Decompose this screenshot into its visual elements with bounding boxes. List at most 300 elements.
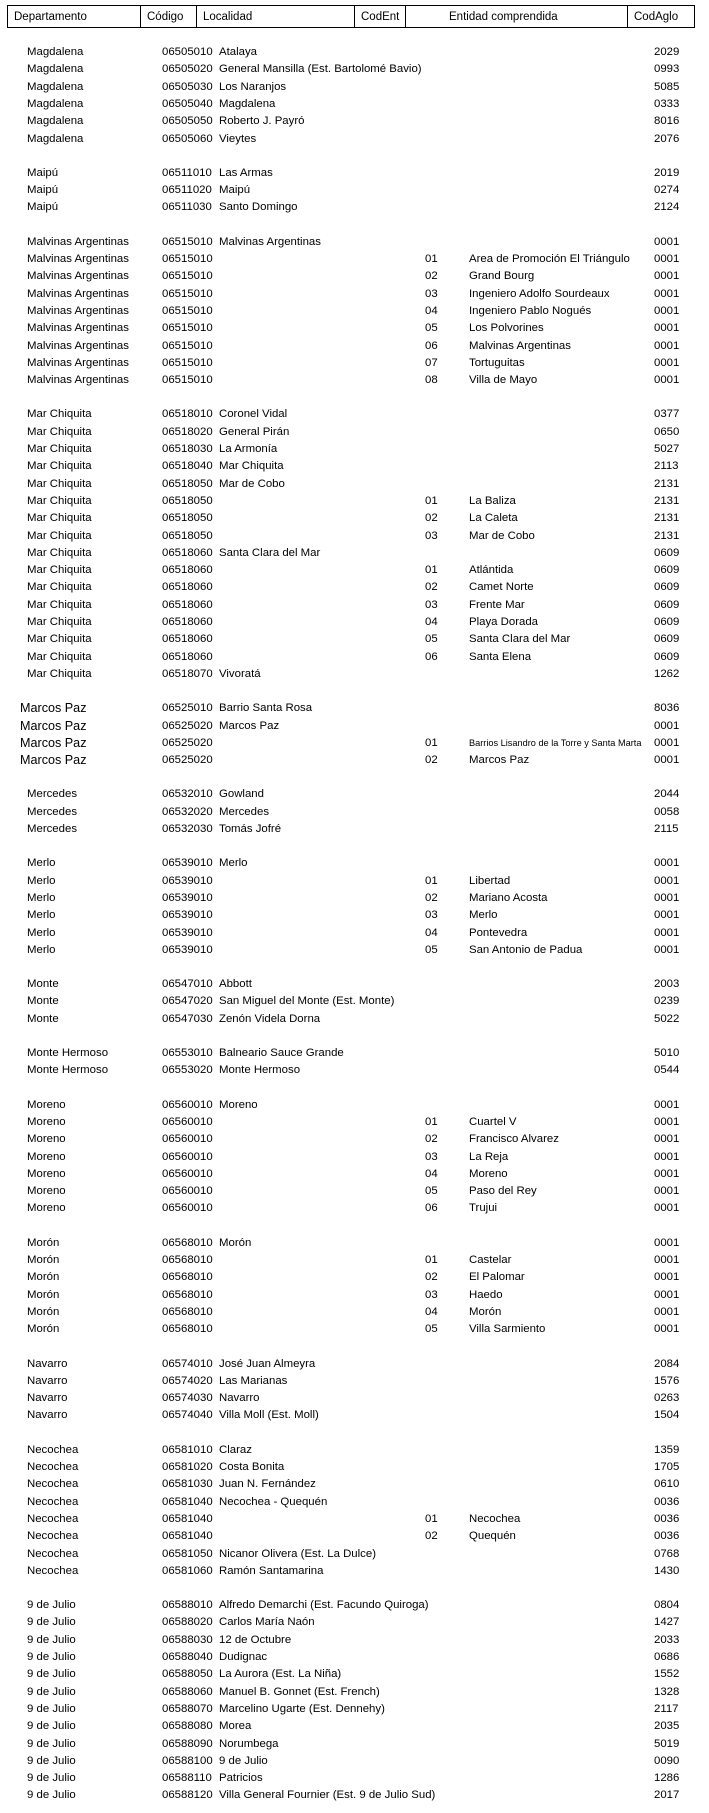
codaglo-cell: 1359: [654, 1443, 680, 1456]
departamento-cell: 9 de Julio: [27, 1737, 76, 1750]
codent-cell: 01: [425, 874, 438, 887]
codaglo-cell: 0001: [654, 1254, 680, 1266]
table-row: [0, 1459, 709, 1476]
table-row: [0, 79, 709, 96]
codigo-cell: 06515010: [162, 356, 213, 369]
codigo-cell: 06588080: [162, 1720, 213, 1733]
table-row: [0, 1563, 709, 1580]
codent-cell: 03: [425, 909, 438, 922]
entidad-cell: Grand Bourg: [469, 270, 535, 283]
localidad-cell: Vivoratá: [219, 667, 261, 680]
codaglo-cell: 1430: [654, 1564, 680, 1577]
departamento-cell: Maipú: [27, 166, 59, 179]
codaglo-cell: 0001: [654, 909, 680, 922]
departamento-cell: Mar Chiquita: [27, 546, 92, 559]
entidad-cell: Playa Dorada: [469, 616, 539, 628]
departamento-cell: Malvinas Argentinas: [27, 235, 129, 248]
departamento-cell: Malvinas Argentinas: [27, 270, 129, 283]
codigo-cell: 06553020: [162, 1064, 213, 1077]
entidad-cell: Frente Mar: [469, 598, 525, 611]
localidad-cell: Santa Clara del Mar: [219, 546, 321, 559]
codaglo-cell: 2029: [654, 46, 680, 58]
codaglo-cell: 2117: [654, 1702, 679, 1715]
codaglo-cell: 0001: [654, 736, 680, 749]
departamento-cell: Malvinas Argentinas: [27, 322, 129, 335]
localidad-cell: Juan N. Fernández: [219, 1478, 316, 1491]
departamento-cell: 9 de Julio: [27, 1599, 76, 1612]
table-row: [0, 355, 709, 372]
codigo-cell: 06505010: [162, 46, 213, 58]
entidad-cell: Barrios Lisandro de la Torre y Santa Marta: [469, 737, 642, 748]
localidad-cell: Atalaya: [219, 46, 257, 58]
entidad-cell: El Palomar: [469, 1271, 525, 1284]
codigo-cell: 06547020: [162, 995, 213, 1008]
localidad-cell: Marcelino Ugarte (Est. Dennehy): [219, 1702, 385, 1715]
codent-cell: 05: [425, 322, 438, 335]
table-row: [0, 614, 709, 631]
table-row: [0, 1614, 709, 1631]
codaglo-cell: 0001: [654, 1288, 680, 1301]
departamento-cell: Maipú: [27, 201, 59, 214]
table-row: [0, 735, 709, 752]
codaglo-cell: 0090: [654, 1754, 680, 1767]
table-row: [0, 890, 709, 907]
table-row: [0, 1287, 709, 1304]
entidad-cell: Ingeniero Adolfo Sourdeaux: [469, 287, 610, 300]
table-row: [0, 649, 709, 666]
codent-cell: 06: [425, 1202, 438, 1215]
codent-cell: 02: [425, 581, 438, 594]
table-row: [0, 1528, 709, 1545]
codaglo-cell: 0001: [654, 270, 680, 283]
codigo-cell: 06515010: [162, 339, 213, 352]
table-row: [0, 821, 709, 838]
departamento-cell: Mar Chiquita: [27, 650, 92, 663]
departamento-cell: Malvinas Argentinas: [27, 253, 129, 265]
codaglo-cell: 8036: [654, 702, 680, 715]
departamento-cell: Mar Chiquita: [27, 460, 92, 473]
codigo-cell: 06574020: [162, 1374, 213, 1387]
codaglo-cell: 2113: [654, 460, 679, 473]
table-row: [0, 1183, 709, 1200]
localidad-cell: Carlos María Naón: [219, 1616, 315, 1629]
codigo-cell: 06588090: [162, 1737, 213, 1750]
codaglo-cell: 2019: [654, 166, 680, 179]
entidad-cell: Camet Norte: [469, 581, 534, 594]
departamento-cell: Morón: [27, 1323, 60, 1336]
table-row: [0, 1269, 709, 1286]
codigo-cell: 06518060: [162, 598, 213, 611]
codaglo-cell: 5085: [654, 80, 680, 93]
table-row: [0, 718, 709, 735]
table-row: [0, 597, 709, 614]
departamento-cell: Magdalena: [27, 132, 84, 145]
codent-cell: 08: [425, 374, 438, 387]
localidad-cell: Marcos Paz: [219, 719, 280, 732]
localidad-cell: Maipú: [219, 184, 251, 197]
localidad-cell: Balneario Sauce Grande: [219, 1047, 344, 1059]
table-row: [0, 1494, 709, 1511]
codaglo-cell: 0036: [654, 1495, 680, 1508]
codaglo-cell: 0544: [654, 1064, 680, 1077]
codigo-cell: 06560010: [162, 1202, 213, 1215]
departamento-cell: Mercedes: [27, 823, 78, 835]
localidad-cell: Las Marianas: [219, 1374, 288, 1387]
table-row: [0, 1546, 709, 1563]
table-row: [0, 1476, 709, 1493]
table-row: [0, 96, 709, 113]
codent-cell: 04: [425, 616, 438, 628]
codaglo-cell: 0609: [654, 616, 680, 628]
localidad-cell: Las Armas: [219, 166, 273, 179]
codaglo-cell: 2017: [654, 1789, 680, 1802]
codaglo-cell: 0333: [654, 97, 680, 110]
localidad-cell: José Juan Almeyra: [219, 1357, 316, 1370]
departamento-cell: Morón: [27, 1271, 60, 1284]
localidad-cell: Alfredo Demarchi (Est. Facundo Quiroga): [219, 1599, 429, 1612]
codent-cell: 03: [425, 287, 438, 300]
localidad-cell: Morea: [219, 1720, 252, 1733]
codaglo-cell: 0001: [654, 1098, 680, 1111]
localidad-cell: Claraz: [219, 1443, 252, 1456]
header-codent: CodEnt: [354, 5, 406, 28]
codaglo-cell: 0001: [654, 253, 680, 265]
codigo-cell: 06505050: [162, 115, 213, 128]
codent-cell: 03: [425, 598, 438, 611]
table-row: [0, 855, 709, 872]
departamento-cell: Merlo: [27, 857, 56, 870]
departamento-cell: 9 de Julio: [27, 1685, 76, 1698]
departamento-cell: Malvinas Argentinas: [27, 287, 129, 300]
table-row: [0, 1045, 709, 1062]
table-row: [0, 976, 709, 993]
table-row: [0, 1442, 709, 1459]
departamento-cell: 9 de Julio: [27, 1668, 76, 1681]
codigo-cell: 06581040: [162, 1530, 213, 1543]
departamento-cell: Morón: [27, 1305, 60, 1318]
codent-cell: 02: [425, 1271, 438, 1284]
table-row: [0, 199, 709, 216]
table-row: [0, 873, 709, 890]
departamento-cell: Mercedes: [27, 788, 78, 801]
localidad-cell: Moreno: [219, 1098, 258, 1111]
codigo-cell: 06588120: [162, 1789, 213, 1802]
codigo-cell: 06518010: [162, 408, 213, 421]
departamento-cell: Monte Hermoso: [27, 1047, 109, 1059]
codigo-cell: 06518050: [162, 477, 213, 490]
codent-cell: 03: [425, 529, 438, 542]
codigo-cell: 06588020: [162, 1616, 213, 1629]
codaglo-cell: 0001: [654, 356, 680, 369]
departamento-cell: Monte: [27, 995, 59, 1008]
entidad-cell: Villa Sarmiento: [469, 1323, 546, 1336]
codigo-cell: 06539010: [162, 857, 213, 870]
table-row: [0, 528, 709, 545]
codaglo-cell: 0001: [654, 1185, 680, 1198]
codaglo-cell: 1286: [654, 1772, 680, 1785]
table-row: [0, 251, 709, 268]
codigo-cell: 06568010: [162, 1323, 213, 1336]
localidad-cell: Patricios: [219, 1772, 263, 1785]
departamento-cell: Magdalena: [27, 46, 84, 58]
departamento-cell: Necochea: [27, 1495, 79, 1508]
codaglo-cell: 0239: [654, 995, 680, 1008]
entidad-cell: Necochea: [469, 1512, 521, 1525]
entidad-cell: Moreno: [469, 1167, 508, 1180]
entidad-cell: Haedo: [469, 1288, 503, 1301]
codigo-cell: 06511030: [162, 201, 212, 214]
departamento-cell: Moreno: [27, 1185, 66, 1198]
codaglo-cell: 2084: [654, 1357, 680, 1370]
localidad-cell: Nicanor Olivera (Est. La Dulce): [219, 1547, 376, 1560]
codigo-cell: 06553010: [162, 1047, 213, 1059]
codent-cell: 02: [425, 891, 438, 904]
codigo-cell: 06518050: [162, 529, 213, 542]
codent-cell: 05: [425, 943, 438, 956]
codigo-cell: 06547030: [162, 1012, 213, 1025]
table-row: [0, 1235, 709, 1252]
header-departamento: Departamento: [7, 5, 141, 28]
codigo-cell: 06518060: [162, 633, 213, 646]
localidad-cell: Coronel Vidal: [219, 408, 288, 421]
codaglo-cell: 0609: [654, 564, 680, 577]
entidad-cell: La Caleta: [469, 512, 518, 525]
codigo-cell: 06581040: [162, 1495, 213, 1508]
codaglo-cell: 5027: [654, 443, 680, 455]
departamento-cell: Morón: [27, 1288, 60, 1301]
codent-cell: 03: [425, 1150, 438, 1163]
codigo-cell: 06574040: [162, 1409, 213, 1422]
localidad-cell: Abbott: [219, 978, 252, 991]
table-row: [0, 1373, 709, 1390]
codaglo-cell: 1328: [654, 1685, 680, 1698]
table-row: [0, 234, 709, 251]
codaglo-cell: 0001: [654, 891, 680, 904]
departamento-cell: Moreno: [27, 1115, 66, 1128]
table-row: [0, 993, 709, 1010]
departamento-cell: Necochea: [27, 1443, 79, 1456]
table-row: [0, 458, 709, 475]
table-row: [0, 925, 709, 942]
codigo-cell: 06518070: [162, 667, 213, 680]
localidad-cell: Zenón Videla Dorna: [219, 1012, 321, 1025]
table-row: [0, 476, 709, 493]
localidad-cell: Navarro: [219, 1392, 260, 1405]
departamento-cell: 9 de Julio: [27, 1772, 76, 1785]
table-row: [0, 44, 709, 61]
table-row: [0, 1200, 709, 1217]
table-row: [0, 631, 709, 648]
localidad-cell: La Armonía: [219, 443, 278, 455]
codaglo-cell: 1262: [654, 667, 680, 680]
entidad-cell: Area de Promoción El Triángulo: [469, 253, 630, 265]
codaglo-cell: 0610: [654, 1478, 680, 1491]
table-row: [0, 165, 709, 182]
codent-cell: 04: [425, 926, 438, 939]
localidad-cell: Magdalena: [219, 97, 276, 110]
entidad-cell: Atlántida: [469, 564, 514, 577]
localidad-cell: Mar de Cobo: [219, 477, 285, 490]
codigo-cell: 06588100: [162, 1754, 213, 1767]
departamento-cell: Merlo: [27, 926, 56, 939]
table-row: [0, 700, 709, 717]
codigo-cell: 06518040: [162, 460, 213, 473]
departamento-cell: Magdalena: [27, 80, 84, 93]
entidad-cell: Trujui: [469, 1202, 498, 1215]
table-row: [0, 320, 709, 337]
codaglo-cell: 0263: [654, 1392, 680, 1405]
codigo-cell: 06581010: [162, 1443, 213, 1456]
codigo-cell: 06568010: [162, 1236, 213, 1249]
codaglo-cell: 0274: [654, 184, 680, 197]
codigo-cell: 06505030: [162, 80, 213, 93]
table-row: [0, 666, 709, 683]
codaglo-cell: 0001: [654, 1167, 680, 1180]
codaglo-cell: 0001: [654, 857, 680, 870]
localidad-cell: Barrio Santa Rosa: [219, 702, 313, 715]
codigo-cell: 06588060: [162, 1685, 213, 1698]
codaglo-cell: 2131: [654, 512, 680, 525]
codigo-cell: 06518030: [162, 443, 213, 455]
codaglo-cell: 1552: [654, 1668, 680, 1681]
localidad-cell: La Aurora (Est. La Niña): [219, 1668, 342, 1681]
codigo-cell: 06588070: [162, 1702, 213, 1715]
localidad-cell: Mar Chiquita: [219, 460, 284, 473]
codigo-cell: 06515010: [162, 304, 213, 317]
departamento-cell: Necochea: [27, 1530, 79, 1543]
table-row: [0, 1131, 709, 1148]
codigo-cell: 06515010: [162, 253, 213, 265]
departamento-cell: Malvinas Argentinas: [27, 374, 129, 387]
codigo-cell: 06581020: [162, 1461, 213, 1473]
table-row: [0, 1356, 709, 1373]
departamento-cell: Necochea: [27, 1512, 79, 1525]
codent-cell: 02: [425, 1530, 438, 1543]
codigo-cell: 06568010: [162, 1288, 213, 1301]
entidad-cell: La Baliza: [469, 494, 516, 507]
codigo-cell: 06574030: [162, 1392, 213, 1405]
departamento-cell: Moreno: [27, 1098, 66, 1111]
codigo-cell: 06588110: [162, 1772, 212, 1785]
departamento-cell: Necochea: [27, 1478, 79, 1491]
localidad-cell: Villa General Fournier (Est. 9 de Julio Sud): [219, 1789, 436, 1802]
departamento-cell: Mar Chiquita: [27, 667, 92, 680]
departamento-cell: 9 de Julio: [27, 1616, 76, 1629]
departamento-cell: Mar Chiquita: [27, 512, 92, 525]
entidad-cell: Santa Elena: [469, 650, 532, 663]
table-row: [0, 1390, 709, 1407]
departamento-cell: Merlo: [27, 891, 56, 904]
departamento-cell: Necochea: [27, 1547, 79, 1560]
codigo-cell: 06560010: [162, 1167, 213, 1180]
codaglo-cell: 0650: [654, 425, 680, 438]
codaglo-cell: 0609: [654, 546, 680, 559]
entidad-cell: Cuartel V: [469, 1115, 517, 1128]
codent-cell: 05: [425, 633, 438, 646]
codent-cell: 02: [425, 754, 438, 767]
table-row: [0, 907, 709, 924]
codaglo-cell: 0001: [654, 926, 680, 939]
entidad-cell: Castelar: [469, 1254, 512, 1266]
codigo-cell: 06525020: [162, 736, 213, 749]
codaglo-cell: 2115: [654, 823, 679, 835]
codaglo-cell: 0058: [654, 805, 680, 818]
table-row: [0, 579, 709, 596]
table-row: [0, 562, 709, 579]
codigo-cell: 06568010: [162, 1271, 213, 1284]
localidad-cell: Los Naranjos: [219, 80, 287, 93]
codaglo-cell: 0993: [654, 63, 680, 76]
localidad-cell: General Pirán: [219, 425, 290, 438]
codaglo-cell: 0001: [654, 235, 680, 248]
codaglo-cell: 0609: [654, 650, 680, 663]
table-row: [0, 1114, 709, 1131]
header-entidad: Entidad comprendida: [405, 5, 628, 28]
codigo-cell: 06525010: [162, 702, 213, 715]
codaglo-cell: 0001: [654, 1133, 680, 1146]
departamento-cell: Navarro: [27, 1357, 68, 1370]
codaglo-cell: 0609: [654, 581, 680, 594]
table-row: [0, 510, 709, 527]
codigo-cell: 06518050: [162, 512, 213, 525]
codigo-cell: 06560010: [162, 1098, 213, 1111]
entidad-cell: Malvinas Argentinas: [469, 339, 571, 352]
departamento-cell: Marcos Paz: [20, 735, 87, 750]
departamento-cell: Necochea: [27, 1564, 79, 1577]
codaglo-cell: 0686: [654, 1651, 680, 1663]
table-row: [0, 942, 709, 959]
departamento-cell: Navarro: [27, 1374, 68, 1387]
entidad-cell: Mar de Cobo: [469, 529, 535, 542]
codent-cell: 05: [425, 1185, 438, 1198]
codaglo-cell: 2003: [654, 978, 680, 991]
table-row: [0, 1684, 709, 1701]
localidad-cell: Vieytes: [219, 132, 257, 145]
departamento-cell: Marcos Paz: [20, 701, 87, 716]
table-row: [0, 1753, 709, 1770]
departamento-cell: Navarro: [27, 1392, 68, 1405]
codaglo-cell: 1504: [654, 1409, 680, 1422]
codaglo-cell: 0001: [654, 1115, 680, 1128]
codaglo-cell: 0001: [654, 719, 680, 732]
table-row: [0, 441, 709, 458]
table-row: [0, 113, 709, 130]
codigo-cell: 06588040: [162, 1651, 213, 1663]
codaglo-cell: 2131: [654, 477, 680, 490]
departamento-cell: Monte: [27, 978, 59, 991]
codent-cell: 02: [425, 1133, 438, 1146]
header-codigo: Código: [140, 5, 197, 28]
codigo-cell: 06515010: [162, 270, 213, 283]
codaglo-cell: 2076: [654, 132, 680, 145]
table-row: [0, 1666, 709, 1683]
departamento-cell: Monte: [27, 1012, 59, 1025]
departamento-cell: Magdalena: [27, 63, 84, 76]
departamento-cell: Merlo: [27, 874, 56, 887]
codaglo-cell: 2044: [654, 788, 680, 801]
codaglo-cell: 2131: [654, 529, 680, 542]
codent-cell: 06: [425, 339, 438, 352]
table-row: [0, 1787, 709, 1804]
codaglo-cell: 0377: [654, 408, 680, 421]
entidad-cell: Los Polvorines: [469, 322, 544, 335]
codaglo-cell: 0036: [654, 1512, 680, 1525]
codent-cell: 03: [425, 1288, 438, 1301]
departamento-cell: Mar Chiquita: [27, 408, 92, 421]
codaglo-cell: 0609: [654, 633, 680, 646]
codaglo-cell: 0001: [654, 943, 680, 956]
departamento-cell: Morón: [27, 1254, 60, 1266]
